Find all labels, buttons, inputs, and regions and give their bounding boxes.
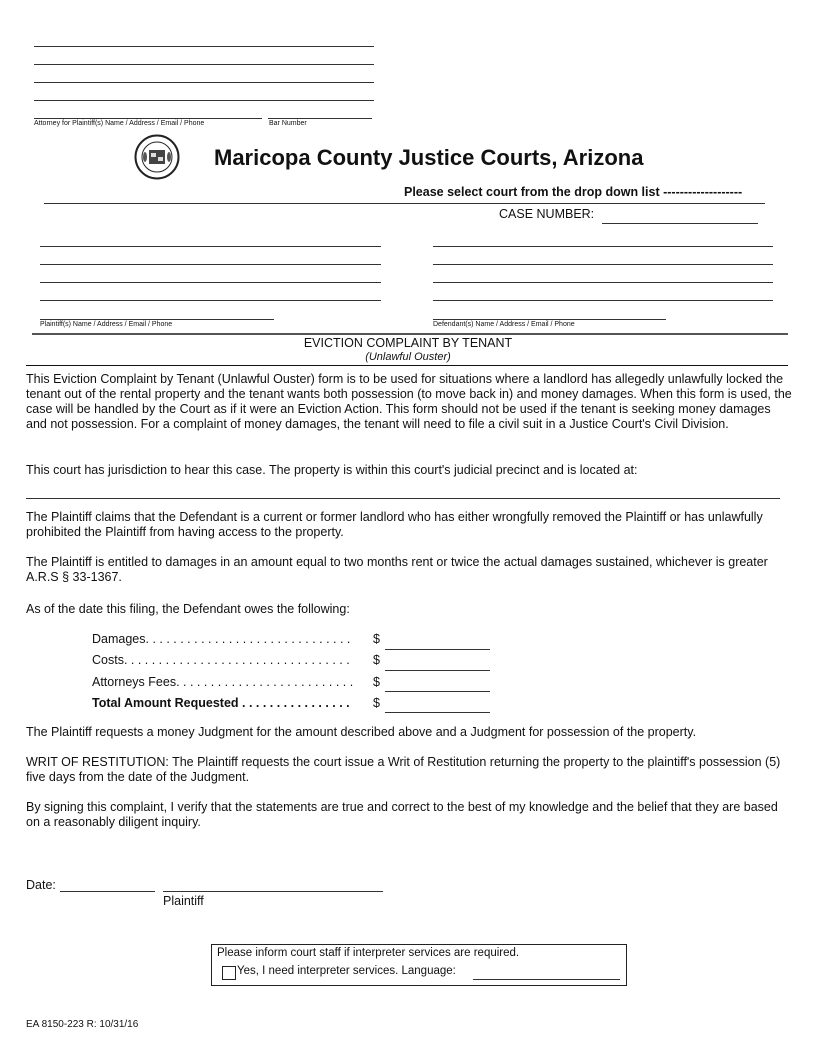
form-title: EVICTION COMPLAINT BY TENANT [303,336,513,350]
date-field[interactable] [60,891,155,892]
costs-field[interactable] [385,670,490,671]
court-select-dropdown[interactable]: Please select court from the drop down list ------------------- [404,185,743,199]
attorneys-fees-label: Attorneys Fees. . . . . . . . . . . . . . . . . . . . . . . . . . [92,675,354,689]
plaintiff-signature-label: Plaintiff [163,894,204,908]
property-address-field[interactable] [26,498,780,499]
attorney-label: Attorney for Plaintiff(s) Name / Address / Email / Phone [34,120,205,127]
case-number-field[interactable] [602,223,758,224]
writ-paragraph: WRIT OF RESTITUTION: The Plaintiff requests the court issue a Writ of Restitution returning the property to the plaintiff's possession (5) five days from the date of the Judgment. [26,755,781,784]
intro-paragraph: This Eviction Complaint by Tenant (Unlawful Ouster) form is to be used for situations where a landlord has allegedly unlawfully locked the tenant out of the rental property and the tenant wants both possession (to move back in) and money damages. When this form is used, the case will be handled by the Court as if it were an Eviction Action. This form should not be used if the tenant is seeking money damages and not possession. For a complaint of money damages, the tenant will need to file a civil suit in a Justice Court's Civil Division. [26,372,792,431]
total-amount-field[interactable] [385,712,490,713]
defendant-line-5[interactable] [433,319,666,320]
plaintiff-line-2[interactable] [40,264,381,265]
owes-paragraph: As of the date this filing, the Defendant owes the following: [26,602,350,616]
plaintiff-line-4[interactable] [40,300,381,301]
interpreter-checkbox[interactable] [222,966,236,980]
defendant-label: Defendant(s) Name / Address / Email / Phone [433,321,575,328]
damages-currency: $ [373,632,380,646]
plaintiff-line-3[interactable] [40,282,381,283]
defendant-line-4[interactable] [433,300,773,301]
section-divider [32,333,788,335]
date-label: Date: [26,878,56,892]
defendant-line-1[interactable] [433,246,773,247]
case-number-label: CASE NUMBER: [499,207,595,221]
court-title: Maricopa County Justice Courts, Arizona [214,145,644,170]
damages-label: Damages. . . . . . . . . . . . . . . . . . . . . . . . . . . . . . [92,632,351,646]
bar-number-label: Bar Number [269,120,307,127]
plaintiff-line-1[interactable] [40,246,381,247]
costs-label: Costs. . . . . . . . . . . . . . . . . . . . . . . . . . . . . . . . . [92,653,350,667]
plaintiff-label: Plaintiff(s) Name / Address / Email / Phone [40,321,173,328]
defendant-line-3[interactable] [433,282,773,283]
attorney-line-4[interactable] [34,100,374,101]
judgment-paragraph: The Plaintiff requests a money Judgment for the amount described above and a Judgment for possession of the property. [26,725,697,739]
form-subtitle: (Unlawful Ouster) [365,351,451,363]
attorney-line-1[interactable] [34,46,374,47]
language-field[interactable] [473,979,620,980]
attorneys-fees-currency: $ [373,675,380,689]
interpreter-checkbox-label: Yes, I need interpreter services. Language: [237,965,456,977]
claim-paragraph: The Plaintiff claims that the Defendant is a current or former landlord who has either wrongfully removed the Plaintiff or has unlawfully prohibited the Plaintiff from having access to the property. [26,510,763,539]
form-id: EA 8150-223 R: 10/31/16 [26,1019,139,1030]
court-divider [44,203,765,204]
attorney-line-3[interactable] [34,82,374,83]
plaintiff-line-5[interactable] [40,319,274,320]
bar-number-line[interactable] [268,118,372,119]
entitled-paragraph: The Plaintiff is entitled to damages in an amount equal to two months rent or twice the actual damages sustained, whichever is greater A.R.S § 33-1367. [26,555,768,584]
verify-paragraph: By signing this complaint, I verify that the statements are true and correct to the best of my knowledge and the belief that they are based on a reasonably diligent inquiry. [26,800,778,829]
costs-currency: $ [373,653,380,667]
damages-field[interactable] [385,649,490,650]
interpreter-notice: Please inform court staff if interpreter services are required. [217,947,520,959]
attorneys-fees-field[interactable] [385,691,490,692]
interpreter-box [211,944,627,986]
plaintiff-signature-field[interactable] [163,891,383,892]
county-seal-logo [134,134,180,180]
title-divider [26,365,788,366]
total-amount-label: Total Amount Requested . . . . . . . . . . . . . . . . [92,696,350,710]
jurisdiction-paragraph: This court has jurisdiction to hear this case. The property is within this court's judicial precinct and is located at: [26,463,638,477]
total-amount-currency: $ [373,696,380,710]
attorney-line-2[interactable] [34,64,374,65]
attorney-line-5[interactable] [34,118,262,119]
defendant-line-2[interactable] [433,264,773,265]
